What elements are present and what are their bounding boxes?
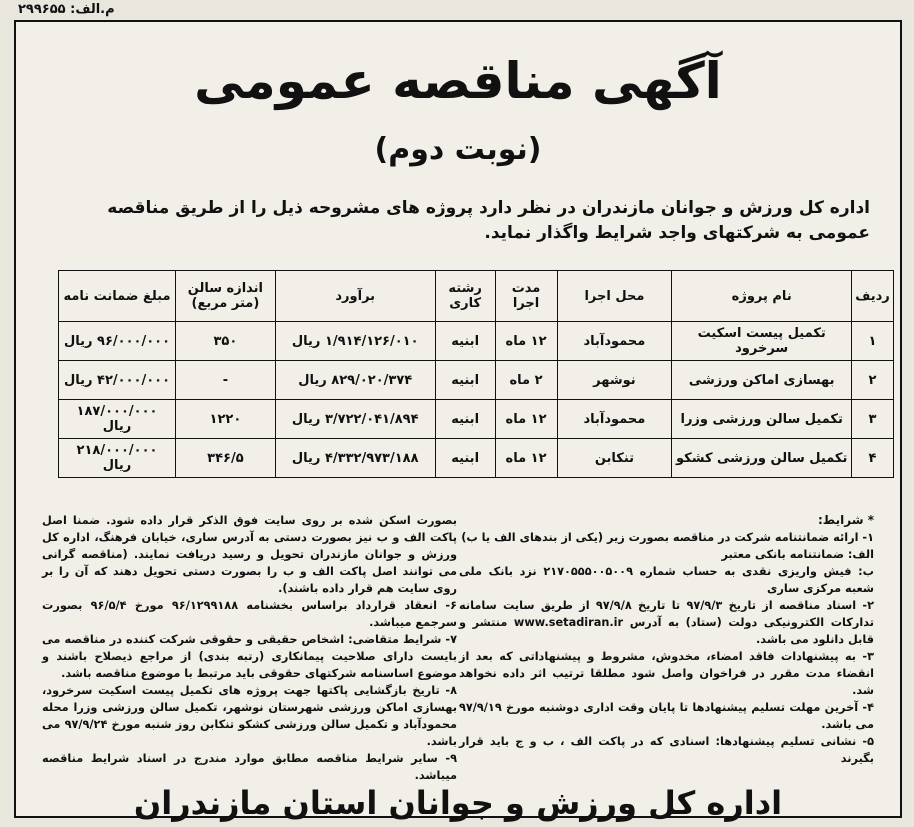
guarantee-amount: ۹۶/۰۰۰/۰۰۰ ریال [59,322,176,361]
table-row [59,439,894,478]
row-number: ۴ [852,439,894,478]
table-row [59,400,894,439]
hall-size: ۱۲۲۰ [175,400,275,439]
condition-item: ۴- آخرین مهلت تسلیم پیشنهادها تا پایان وقت اداری دوشنبه مورخ ۹۷/۹/۱۹ می باشد. [459,701,874,731]
project-name: بهسازی اماکن ورزشی [672,361,852,400]
condition-item: ۳- به پیشنهادات فاقد امضاء، مخدوش، مشروط و پیشنهاداتی که بعد از انقضاء مدت مقرر در فراخوان واصل شود مطلقا ترتیب اثر داده نخواهد شد. [459,650,874,697]
header-work-field: رشته کاری [435,271,495,322]
conditions-right-column [459,512,874,767]
table-row [59,361,894,400]
condition-item: ۷- شرایط متقاضی: اشخاص حقیقی و حقوقی شرکت کننده در مناقصه می بایست دارای صلاحیت پیمانکاری (رتبه بندی) از مراجع ذیصلاح باشند و موضوع اساسنامه شرکتهای حقوقی باید مرتبط با موضوع مناقصه باشد. [42,633,457,680]
project-name: تکمیل سالن ورزشی وزرا [672,400,852,439]
footer-organization: اداره کل ورزش و جوانان استان مازندران [133,784,783,822]
project-name: تکمیل سالن ورزشی کشکو [672,439,852,478]
condition-item: ۱- ارائه ضمانتنامه شرکت در مناقصه بصورت زیر (یکی از بندهای الف یا ب) [461,531,874,544]
condition-item: ۸- تاریخ بازگشایی پاکتها جهت پروژه های تکمیل پیست اسکیت سرخرود، بهسازی اماکن ورزشی شهرستان نوشهر، تکمیل سالن ورزشی وزرا محله محمودآباد و تکمیل سالن ورزشی کشکو تنکابن روز شنبه مورخ ۹۷/۹/۲۴ می باشد. [42,684,457,748]
estimate: ۳/۷۲۲/۰۴۱/۸۹۴ ریال [275,400,435,439]
ad-reference: م.الف: ۲۹۹۶۵۵ [18,2,115,17]
projects-table [58,270,894,478]
header-hall-size: اندازه سالن (متر مربع) [175,271,275,322]
work-field: ابنیه [435,439,495,478]
guarantee-amount: ۱۸۷/۰۰۰/۰۰۰ ریال [59,400,176,439]
row-number: ۳ [852,400,894,439]
estimate: ۸۲۹/۰۲۰/۳۷۴ ریال [275,361,435,400]
condition-item: ۲- اسناد مناقصه از تاریخ ۹۷/۹/۳ تا تاریخ ۹۷/۹/۸ از طریق سایت سامانه تدارکات الکترونیکی دولت (ستاد) به آدرس www.setadiran.ir منتشر و قابل دانلود می باشد. [459,599,875,646]
location: تنکابن [557,439,672,478]
hall-size: - [175,361,275,400]
condition-item: الف: ضمانتنامه بانکی معتبر [721,548,874,561]
hall-size: ۳۵۰ [175,322,275,361]
table-header-row [59,271,894,322]
duration: ۱۲ ماه [495,400,557,439]
conditions-left-column [42,512,457,784]
header-duration: مدت اجرا [495,271,557,322]
header-estimate: برآورد [275,271,435,322]
header-location: محل اجرا [557,271,672,322]
header-project-name: نام پروژه [672,271,852,322]
conditions-heading: * شرایط: [818,513,874,527]
location: محمودآباد [557,400,672,439]
condition-item: بصورت اسکن شده بر روی سایت فوق الذکر قرار داده شود. ضمنا اصل پاکت الف و ب نیز بصورت دستی به آدرس ساری، خیابان فرهنگ، اداره کل ورزش و جوانان مازندران تحویل و رسید دریافت نمایند. (مناقصه گرانی می توانند اصل پاکت الف و ب را بصورت دستی تحویل دهند که آن را بر روی سایت هم قرار داده باشند). [42,514,457,595]
condition-item: ب: فیش واریزی نقدی به حساب شماره ۲۱۷۰۵۵۵۰۰۵۰۰۹ نزد بانک ملی شعبه مرکزی ساری [459,565,874,595]
condition-item: ۹- سایر شرایط مناقصه مطابق موارد مندرج در اسناد شرایط مناقصه میباشد. [42,752,457,782]
guarantee-amount: ۲۱۸/۰۰۰/۰۰۰ ریال [59,439,176,478]
condition-item: ۶- انعقاد قرارداد براساس بخشنامه ۹۶/۱۲۹۹۱۸۸ مورخ ۹۶/۵/۴ بصورت سرجمع میباشد. [42,599,457,629]
project-name: تکمیل پیست اسکیت سرخرود [672,322,852,361]
work-field: ابنیه [435,322,495,361]
table-row [59,322,894,361]
intro-paragraph: اداره کل ورزش و جوانان مازندران در نظر دارد پروژه های مشروحه ذیل را از طریق مناقصه عمومی به شرکتهای واجد شرایط واگذار نماید. [107,198,870,243]
estimate: ۴/۳۳۲/۹۷۳/۱۸۸ ریال [275,439,435,478]
guarantee-amount: ۴۲/۰۰۰/۰۰۰ ریال [59,361,176,400]
work-field: ابنیه [435,400,495,439]
condition-item: ۵- نشانی تسلیم پیشنهادها: اسنادی که در پاکت الف ، ب و ج باید قرار بگیرند [459,735,874,765]
header-guarantee-amount: مبلغ ضمانت نامه [59,271,176,322]
duration: ۱۲ ماه [495,322,557,361]
header-row-number: ردیف [852,271,894,322]
duration: ۲ ماه [495,361,557,400]
location: محمودآباد [557,322,672,361]
row-number: ۱ [852,322,894,361]
estimate: ۱/۹۱۴/۱۲۶/۰۱۰ ریال [275,322,435,361]
ad-frame [14,20,902,822]
duration: ۱۲ ماه [495,439,557,478]
location: نوشهر [557,361,672,400]
hall-size: ۳۴۶/۵ [175,439,275,478]
row-number: ۲ [852,361,894,400]
ad-title: آگهی مناقصه عمومی [194,52,722,110]
work-field: ابنیه [435,361,495,400]
ad-subtitle: (نوبت دوم) [374,132,542,167]
